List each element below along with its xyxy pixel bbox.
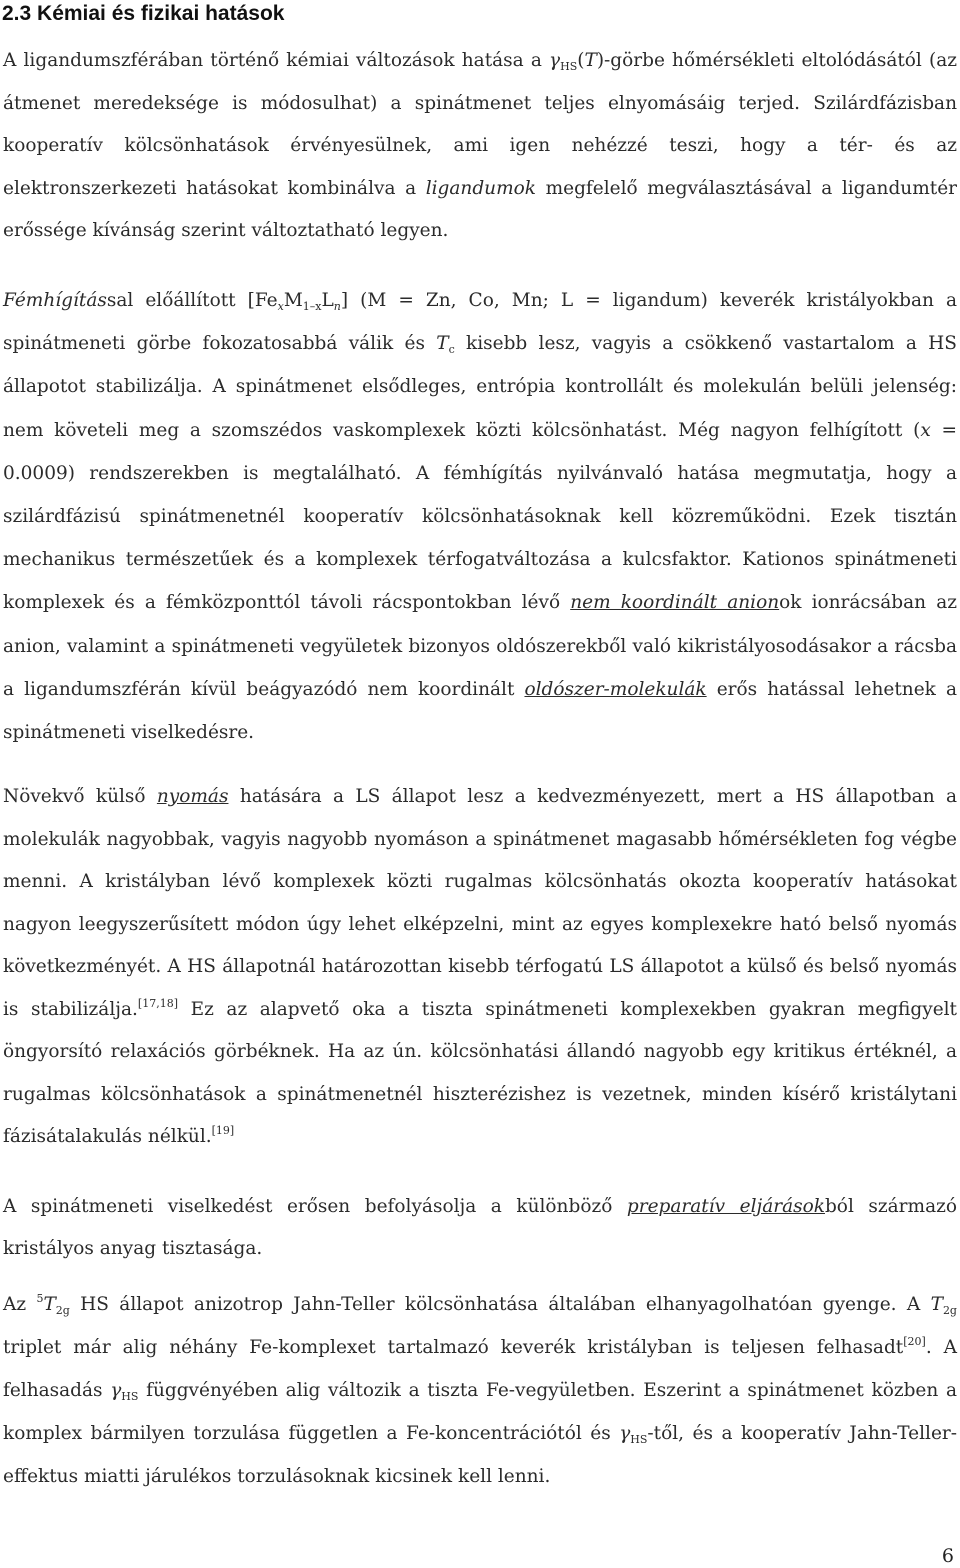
text-run: megfelelő megválasztásával a ligandumtér erőssége kívánság szerint változtatható legyen. bbox=[3, 177, 957, 241]
section-heading: 2.3 Kémiai és fizikai hatások bbox=[2, 2, 285, 25]
hs-subscript: HS bbox=[560, 60, 578, 73]
gamma-symbol: γ bbox=[619, 1423, 631, 1444]
text-run: triplet már alig néhány Fe-komplexet tartalmazó keverék kristályban is teljesen felhasadt bbox=[3, 1337, 904, 1358]
italic-term: nyomás bbox=[156, 786, 229, 807]
variable-x: x bbox=[920, 419, 931, 441]
critical-subscript: c bbox=[448, 343, 455, 357]
text-run: L bbox=[321, 290, 334, 311]
text-run: ok ionrácsában az anion, valamint a spinátmeneti vegyületek bizonyos oldószerekből való kikristályosodásakor a rácsba a ligandumszférán kívül beágyazódó nem koordinált bbox=[3, 592, 957, 700]
text-run: ] (M = Zn, Co, Mn; L = ligandum) keverék kristályokban a spinátmeneti görbe fokozatosabbá válik és bbox=[3, 290, 957, 355]
text-run: )-görbe hőmérsékleti eltolódásától (az átmenet meredeksége is módosulhat) a spinátmenet teljes elnyomásáig terjed. Szilárdfázisban kooperatív kölcsönhatások érvényesülnek, ami igen nehézzé teszi, hogy a tér- és az elektronszerkezeti hatásokat kombinálva a bbox=[3, 50, 957, 199]
italic-term: oldószer-molekulák bbox=[524, 678, 707, 700]
temperature-symbol: T bbox=[584, 50, 597, 71]
text-run: ból származó kristályos anyag tisztasága. bbox=[3, 1196, 957, 1259]
text-run: ( bbox=[577, 50, 585, 71]
italic-term: preparatív eljárások bbox=[626, 1196, 825, 1217]
text-run: erős hatással lehetnek a spinátmeneti viselkedésre. bbox=[3, 678, 957, 744]
text-run: hatására a LS állapot lesz a kedvezményezett, mert a HS állapotban a molekulák nagyobbak, vagyis nagyobb nyomáson a spinátmenet magasabb hőmérsékleten fog végbe menni. A kristályban lévő komplexek közti rugalmas kölcsönhatás okozta kooperatív hatásokat nagyon leegyszerűsített módon úgy lehet elképzelni, mint az egyes komplexekre ható belső nyomás következményét. A HS állapotnál határozottan kisebb térfogatú LS állapotot a külső és belső nyomás is stabilizálja. bbox=[3, 786, 957, 1020]
text-run: HS állapot anizotrop Jahn-Teller kölcsönhatása általában elhanyagolhatóan gyenge. A bbox=[69, 1294, 931, 1315]
paragraph-5 bbox=[3, 1283, 957, 1498]
paragraph-3 bbox=[3, 776, 957, 1159]
formula-subscript: 1–x bbox=[302, 300, 322, 313]
citation-ref: [20] bbox=[903, 1335, 926, 1348]
term-superscript: 5 bbox=[36, 1292, 44, 1305]
text-run: függvényében alig változik a tiszta Fe-vegyületben. Eszerint a spinátmenet közben a komplex bármilyen torzulása független a Fe-koncentrációtól és bbox=[3, 1380, 957, 1444]
hs-subscript: HS bbox=[630, 1433, 648, 1446]
paragraph-2 bbox=[3, 279, 957, 754]
citation-ref: [17,18] bbox=[137, 996, 178, 1010]
text-run: M bbox=[283, 290, 303, 311]
term-subscript: 2g bbox=[55, 1304, 70, 1317]
text-run: Ez az alapvető oka a tiszta spinátmeneti komplexekben gyakran megfigyelt öngyorsító relaxációs görbéknek. Ha az ún. kölcsönhatási állandó nagyobb egy kritikus értéknél, a rugalmas kölcsönhatások a spinátmenetnél hiszterézishez is vezetnek, minden kísérő kristálytani fázisátalakulás nélkül. bbox=[3, 998, 957, 1147]
italic-term: nem koordinált anion bbox=[570, 592, 780, 614]
temperature-symbol: T bbox=[436, 333, 449, 355]
text-run: A spinátmeneti viselkedést erősen befolyásolja a különböző bbox=[3, 1196, 627, 1217]
paragraph-1 bbox=[3, 40, 957, 253]
term-subscript: 2g bbox=[942, 1304, 957, 1317]
paragraph-4 bbox=[3, 1186, 957, 1270]
italic-term: ligandumok bbox=[425, 177, 536, 199]
term-symbol: T bbox=[930, 1294, 943, 1315]
gamma-symbol: γ bbox=[549, 50, 561, 71]
page-number: 6 bbox=[941, 1545, 954, 1567]
text-run: . A felhasadás bbox=[3, 1337, 958, 1401]
hs-subscript: HS bbox=[121, 1390, 139, 1403]
citation-ref: [19] bbox=[211, 1124, 235, 1137]
formula-subscript: n bbox=[333, 300, 341, 313]
text-run: kisebb lesz, vagyis a csökkenő vastartalom a HS állapotot stabilizálja. A spinátmenet elsődleges, entrópia kontrollált és molekulán belüli jelenség: nem követeli meg a szomszédos vaskomplexek közti kölcsönhatást. Még nagyon felhígított ( bbox=[3, 333, 957, 441]
text-run: A ligandumszférában történő kémiai változások hatása a bbox=[3, 50, 550, 71]
text-run: sal előállított [Fe bbox=[106, 290, 278, 311]
text-run: -től, és a kooperatív Jahn-Teller-effektus miatti járulékos torzulásoknak kicsinek kell lenni. bbox=[3, 1423, 957, 1487]
formula-subscript: x bbox=[277, 300, 284, 313]
italic-term: Fémhígítás bbox=[3, 290, 107, 311]
text-run: Növekvő külső bbox=[3, 786, 157, 807]
term-symbol: T bbox=[43, 1294, 56, 1315]
text-run: Az bbox=[3, 1294, 37, 1315]
gamma-symbol: γ bbox=[110, 1380, 122, 1401]
text-run: = 0.0009) rendszerekben is megtalálható. A fémhígítás nyilvánvaló hatása megmutatja, hogy a szilárdfázisú spinátmenetnél kooperatív kölcsönhatásoknak kell közreműködni. Ezek tisztán mechanikus természetűek és a komplexek térfogatváltozása a kulcsfaktor. Kationos spinátmeneti komplexek és a fémközponttól távoli rácspontokban lévő bbox=[3, 419, 957, 614]
